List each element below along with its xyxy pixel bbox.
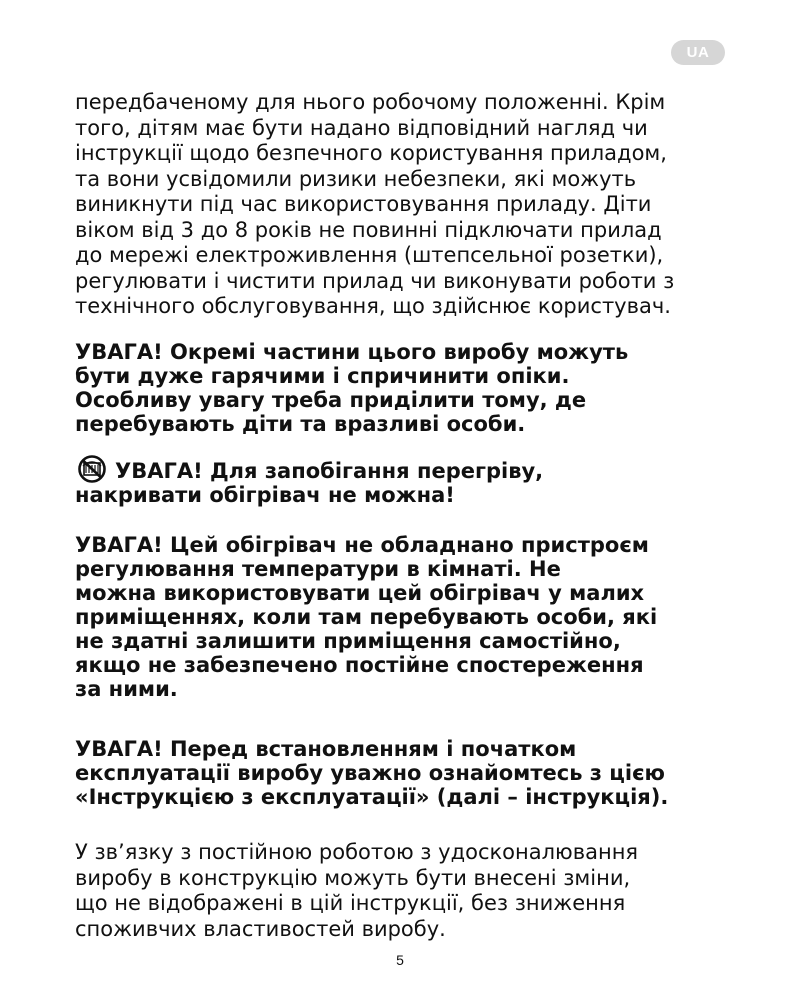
text-line: Особливу увагу треба приділити тому, де [75, 388, 587, 412]
text-line: не здатні залишити приміщення самостійно, [75, 629, 621, 653]
text-line: та вони усвідомили ризики небезпеки, які можуть [75, 166, 637, 191]
text-line: експлуатації виробу уважно ознайомтесь з цією [75, 761, 665, 785]
text-line: накривати обігрівач не можна! [75, 483, 455, 507]
text-line: У зв’язку з постійною роботою з удосконалювання [75, 840, 639, 864]
text-line: що не відображені в цій інструкції, без зниження [75, 891, 626, 915]
text-line: приміщеннях, коли там перебувають особи, які [75, 605, 658, 629]
text-line: «Інструкцією з експлуатації» (далі – інструкція). [75, 785, 669, 809]
text-line: УВАГА! Окремі частини цього виробу можуть [75, 340, 629, 364]
warning-hot-parts [75, 340, 735, 436]
text-line-with-icon [75, 455, 735, 483]
text-line: споживчих властивостей виробу. [75, 916, 446, 941]
text-line: можна використовувати цей обігрівач у малих [75, 581, 645, 605]
text-line: регулювання температури в кімнаті. Не [75, 557, 561, 581]
text-line: до мережі електроживлення (штепсельної розетки), [75, 243, 664, 267]
text-line: за ними. [75, 677, 178, 701]
warning-no-thermostat [75, 533, 735, 701]
warning-cover-first-line: УВАГА! Для запобігання перегріву, [115, 459, 544, 483]
warning-do-not-cover [75, 455, 735, 507]
text-line: УВАГА! Цей обігрівач не обладнано пристроєм [75, 533, 649, 557]
do-not-cover-icon [75, 455, 111, 483]
page-number: 5 [396, 952, 404, 968]
text-line: виникнути під час використовування приладу. Діти [75, 192, 652, 216]
warning-read-manual [75, 737, 735, 809]
text-line: передбаченому для нього робочому положенні. Крім [75, 90, 666, 114]
text-line: якщо не забезпечено постійне спостереження [75, 653, 644, 677]
text-line: виробу в конструкцію можуть бути внесені зміни, [75, 865, 631, 890]
changes-notice-paragraph [75, 840, 735, 942]
text-line: інструкції щодо безпечного користування приладом, [75, 141, 667, 165]
text-line: бути дуже гарячими і спричинити опіки. [75, 364, 570, 388]
text-line: віком від 3 до 8 років не повинні підключати прилад [75, 217, 662, 242]
text-line: технічного обслуговування, що здійснює користувач. [75, 294, 671, 318]
language-badge: UA [671, 40, 725, 65]
text-line: того, дітям має бути надано відповідний нагляд чи [75, 115, 648, 140]
text-line: регулювати і чистити прилад чи виконувати роботи з [75, 268, 675, 293]
intro-paragraph [75, 90, 735, 320]
text-line: УВАГА! Перед встановленням і початком [75, 737, 577, 761]
text-line: перебувають діти та вразливі особи. [75, 412, 526, 436]
